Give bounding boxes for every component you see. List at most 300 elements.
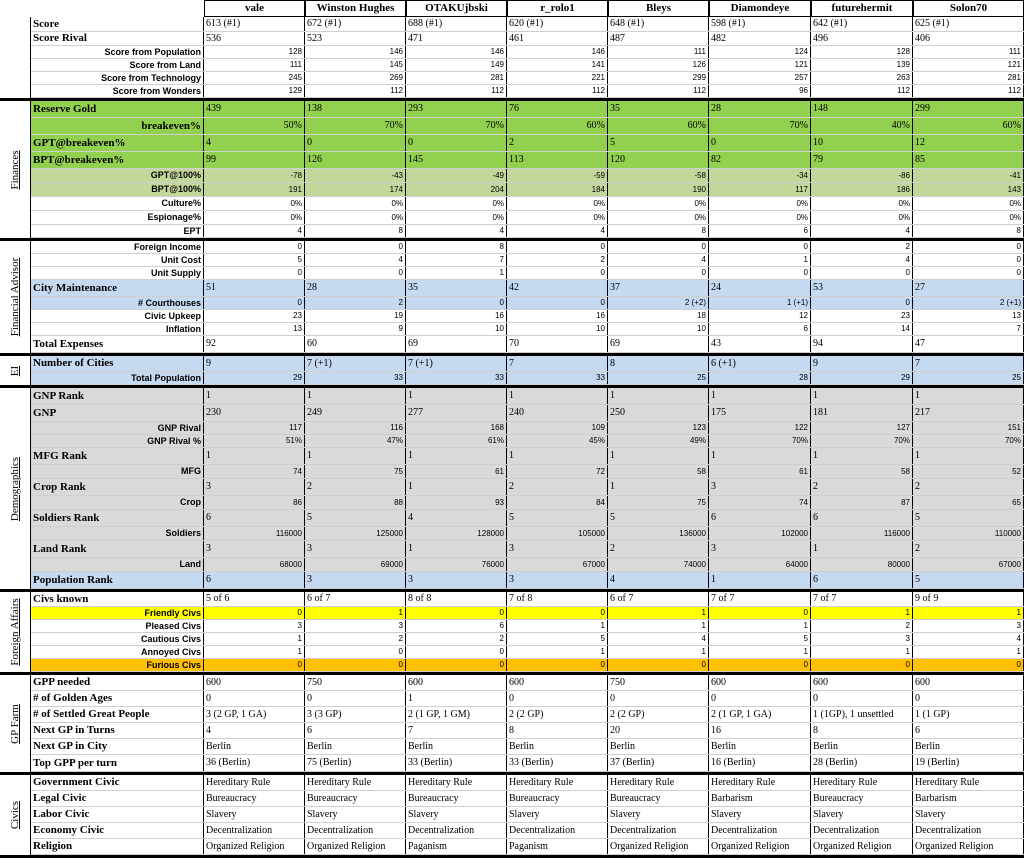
cell-otakujbski[interactable]: 0% — [406, 211, 507, 224]
cell-solon70[interactable]: 27 — [913, 280, 1024, 296]
cell-futurehermit[interactable]: 1 — [811, 448, 913, 464]
cell-winston-hughes[interactable]: 33 — [305, 372, 406, 384]
cell-vale[interactable]: 5 — [204, 254, 305, 266]
cell-winston-hughes[interactable]: 4 — [305, 254, 406, 266]
cell-otakujbski[interactable]: 69 — [406, 336, 507, 352]
cell-vale[interactable]: Slavery — [204, 807, 305, 822]
column-header-3[interactable]: r_rolo1 — [507, 0, 608, 17]
column-header-5[interactable]: Diamondeye — [709, 0, 811, 17]
cell-bleys[interactable]: 25 — [608, 372, 709, 384]
cell-bleys[interactable]: 190 — [608, 183, 709, 196]
cell-otakujbski[interactable]: 33 (Berlin) — [406, 755, 507, 771]
cell-otakujbski[interactable]: 1 — [406, 267, 507, 279]
cell-futurehermit[interactable]: 496 — [811, 32, 913, 45]
cell-otakujbski[interactable]: 35 — [406, 280, 507, 296]
cell-winston-hughes[interactable]: 249 — [305, 405, 406, 421]
cell-otakujbski[interactable]: 168 — [406, 422, 507, 434]
cell-diamondeye[interactable]: 6 — [709, 510, 811, 526]
column-header-0[interactable]: vale — [204, 0, 305, 17]
cell-vale[interactable]: Bureaucracy — [204, 791, 305, 806]
cell-vale[interactable]: Hereditary Rule — [204, 775, 305, 790]
cell-diamondeye[interactable]: 1 — [709, 620, 811, 632]
column-header-2[interactable]: OTAKUjbski — [406, 0, 507, 17]
cell-futurehermit[interactable]: 23 — [811, 310, 913, 322]
cell-futurehermit[interactable]: 4 — [811, 225, 913, 237]
cell-winston-hughes[interactable]: 3 — [305, 541, 406, 557]
cell-vale[interactable]: 230 — [204, 405, 305, 421]
cell-futurehermit[interactable]: 87 — [811, 496, 913, 509]
cell-diamondeye[interactable]: 0 — [709, 267, 811, 279]
cell-solon70[interactable]: 4 — [913, 633, 1024, 645]
cell-futurehermit[interactable]: 6 — [811, 510, 913, 526]
cell-bleys[interactable]: 0 — [608, 691, 709, 706]
cell-diamondeye[interactable]: 102000 — [709, 527, 811, 540]
cell-r-rolo1[interactable]: 1 — [507, 646, 608, 658]
cell-vale[interactable]: 0 — [204, 297, 305, 309]
cell-futurehermit[interactable]: Bureaucracy — [811, 791, 913, 806]
cell-bleys[interactable]: 49% — [608, 435, 709, 447]
cell-solon70[interactable]: 52 — [913, 465, 1024, 478]
cell-solon70[interactable]: 0% — [913, 211, 1024, 224]
cell-futurehermit[interactable]: 1 — [811, 607, 913, 619]
cell-otakujbski[interactable]: Hereditary Rule — [406, 775, 507, 790]
cell-otakujbski[interactable]: 33 — [406, 372, 507, 384]
cell-r-rolo1[interactable]: 0 — [507, 659, 608, 671]
cell-bleys[interactable]: Berlin — [608, 739, 709, 754]
cell-solon70[interactable]: 70% — [913, 435, 1024, 447]
cell-solon70[interactable]: 2 (+1) — [913, 297, 1024, 309]
cell-diamondeye[interactable]: 6 (+1) — [709, 356, 811, 371]
cell-otakujbski[interactable]: 10 — [406, 323, 507, 335]
cell-futurehermit[interactable]: Berlin — [811, 739, 913, 754]
cell-bleys[interactable]: Hereditary Rule — [608, 775, 709, 790]
cell-diamondeye[interactable]: Berlin — [709, 739, 811, 754]
cell-vale[interactable]: 600 — [204, 675, 305, 690]
cell-r-rolo1[interactable]: 2 (2 GP) — [507, 707, 608, 722]
cell-r-rolo1[interactable]: 109 — [507, 422, 608, 434]
cell-solon70[interactable]: Berlin — [913, 739, 1024, 754]
cell-futurehermit[interactable]: 263 — [811, 72, 913, 84]
cell-winston-hughes[interactable]: 0 — [305, 646, 406, 658]
cell-winston-hughes[interactable]: Organized Religion — [305, 839, 406, 854]
cell-solon70[interactable]: 406 — [913, 32, 1024, 45]
cell-bleys[interactable]: -58 — [608, 169, 709, 182]
cell-vale[interactable]: 245 — [204, 72, 305, 84]
cell-winston-hughes[interactable]: 269 — [305, 72, 406, 84]
cell-r-rolo1[interactable]: 146 — [507, 46, 608, 58]
cell-futurehermit[interactable]: 79 — [811, 152, 913, 168]
cell-vale[interactable]: Berlin — [204, 739, 305, 754]
cell-bleys[interactable]: 4 — [608, 633, 709, 645]
cell-r-rolo1[interactable]: Berlin — [507, 739, 608, 754]
cell-bleys[interactable]: 2 (2 GP) — [608, 707, 709, 722]
cell-vale[interactable]: 111 — [204, 59, 305, 71]
cell-vale[interactable]: 74 — [204, 465, 305, 478]
cell-r-rolo1[interactable]: 461 — [507, 32, 608, 45]
cell-r-rolo1[interactable]: 45% — [507, 435, 608, 447]
cell-solon70[interactable]: 625 (#1) — [913, 17, 1024, 31]
cell-r-rolo1[interactable]: 0 — [507, 267, 608, 279]
cell-diamondeye[interactable]: 43 — [709, 336, 811, 352]
cell-bleys[interactable]: 4 — [608, 572, 709, 588]
cell-winston-hughes[interactable]: 2 — [305, 479, 406, 495]
cell-diamondeye[interactable]: 0 — [709, 135, 811, 151]
cell-vale[interactable]: 1 — [204, 448, 305, 464]
cell-winston-hughes[interactable]: 523 — [305, 32, 406, 45]
cell-winston-hughes[interactable]: Decentralization — [305, 823, 406, 838]
cell-otakujbski[interactable]: 70% — [406, 118, 507, 134]
cell-winston-hughes[interactable]: 145 — [305, 59, 406, 71]
cell-winston-hughes[interactable]: 126 — [305, 152, 406, 168]
cell-diamondeye[interactable]: 1 — [709, 572, 811, 588]
cell-bleys[interactable]: Slavery — [608, 807, 709, 822]
cell-diamondeye[interactable]: Hereditary Rule — [709, 775, 811, 790]
cell-solon70[interactable]: 0 — [913, 241, 1024, 253]
cell-otakujbski[interactable]: 128000 — [406, 527, 507, 540]
cell-bleys[interactable]: 69 — [608, 336, 709, 352]
cell-otakujbski[interactable]: 16 — [406, 310, 507, 322]
cell-vale[interactable]: 13 — [204, 323, 305, 335]
cell-solon70[interactable]: Decentralization — [913, 823, 1024, 838]
cell-r-rolo1[interactable]: 7 — [507, 356, 608, 371]
cell-winston-hughes[interactable]: 116 — [305, 422, 406, 434]
cell-diamondeye[interactable]: 64000 — [709, 558, 811, 571]
cell-futurehermit[interactable]: 0 — [811, 659, 913, 671]
cell-winston-hughes[interactable]: 0 — [305, 659, 406, 671]
cell-bleys[interactable]: 74000 — [608, 558, 709, 571]
cell-winston-hughes[interactable]: 672 (#1) — [305, 17, 406, 31]
cell-bleys[interactable]: 4 — [608, 254, 709, 266]
cell-winston-hughes[interactable]: Bureaucracy — [305, 791, 406, 806]
cell-bleys[interactable]: 0% — [608, 211, 709, 224]
cell-bleys[interactable]: 136000 — [608, 527, 709, 540]
cell-diamondeye[interactable]: 600 — [709, 675, 811, 690]
cell-r-rolo1[interactable]: 1 — [507, 620, 608, 632]
cell-vale[interactable]: 99 — [204, 152, 305, 168]
cell-vale[interactable]: -78 — [204, 169, 305, 182]
cell-futurehermit[interactable]: 1 — [811, 646, 913, 658]
cell-vale[interactable]: 6 — [204, 572, 305, 588]
cell-solon70[interactable]: 13 — [913, 310, 1024, 322]
cell-solon70[interactable]: 1 — [913, 607, 1024, 619]
cell-solon70[interactable]: 3 — [913, 620, 1024, 632]
cell-diamondeye[interactable]: 0% — [709, 197, 811, 210]
cell-diamondeye[interactable]: 175 — [709, 405, 811, 421]
cell-futurehermit[interactable]: 116000 — [811, 527, 913, 540]
cell-otakujbski[interactable]: 145 — [406, 152, 507, 168]
cell-bleys[interactable]: 37 (Berlin) — [608, 755, 709, 771]
cell-r-rolo1[interactable]: 620 (#1) — [507, 17, 608, 31]
cell-futurehermit[interactable]: 0% — [811, 211, 913, 224]
cell-futurehermit[interactable]: 1 — [811, 388, 913, 404]
cell-r-rolo1[interactable]: 184 — [507, 183, 608, 196]
cell-solon70[interactable]: Organized Religion — [913, 839, 1024, 854]
cell-otakujbski[interactable]: 7 (+1) — [406, 356, 507, 371]
cell-winston-hughes[interactable]: 69000 — [305, 558, 406, 571]
cell-otakujbski[interactable]: 7 — [406, 723, 507, 738]
cell-winston-hughes[interactable]: 2 — [305, 633, 406, 645]
cell-solon70[interactable]: 2 — [913, 541, 1024, 557]
cell-solon70[interactable]: 299 — [913, 101, 1024, 117]
cell-futurehermit[interactable]: 127 — [811, 422, 913, 434]
cell-otakujbski[interactable]: Paganism — [406, 839, 507, 854]
cell-futurehermit[interactable]: 58 — [811, 465, 913, 478]
cell-otakujbski[interactable]: 8 of 8 — [406, 592, 507, 606]
cell-bleys[interactable]: 648 (#1) — [608, 17, 709, 31]
cell-otakujbski[interactable]: 204 — [406, 183, 507, 196]
cell-diamondeye[interactable]: 1 — [709, 646, 811, 658]
cell-otakujbski[interactable]: Decentralization — [406, 823, 507, 838]
cell-r-rolo1[interactable]: 112 — [507, 85, 608, 97]
cell-diamondeye[interactable]: 12 — [709, 310, 811, 322]
cell-solon70[interactable]: 67000 — [913, 558, 1024, 571]
cell-bleys[interactable]: 111 — [608, 46, 709, 58]
cell-winston-hughes[interactable]: 70% — [305, 118, 406, 134]
column-header-7[interactable]: Solon70 — [913, 0, 1024, 17]
cell-diamondeye[interactable]: 24 — [709, 280, 811, 296]
cell-solon70[interactable]: -41 — [913, 169, 1024, 182]
cell-r-rolo1[interactable]: 105000 — [507, 527, 608, 540]
cell-vale[interactable]: 4 — [204, 225, 305, 237]
cell-winston-hughes[interactable]: 19 — [305, 310, 406, 322]
cell-diamondeye[interactable]: 70% — [709, 118, 811, 134]
cell-bleys[interactable]: Bureaucracy — [608, 791, 709, 806]
cell-diamondeye[interactable]: 482 — [709, 32, 811, 45]
cell-futurehermit[interactable]: 0 — [811, 267, 913, 279]
cell-vale[interactable]: Organized Religion — [204, 839, 305, 854]
cell-r-rolo1[interactable]: Bureaucracy — [507, 791, 608, 806]
cell-futurehermit[interactable]: 642 (#1) — [811, 17, 913, 31]
cell-r-rolo1[interactable]: 113 — [507, 152, 608, 168]
cell-futurehermit[interactable]: Slavery — [811, 807, 913, 822]
cell-vale[interactable]: 6 — [204, 510, 305, 526]
cell-bleys[interactable]: 8 — [608, 356, 709, 371]
cell-diamondeye[interactable]: Decentralization — [709, 823, 811, 838]
cell-bleys[interactable]: 5 — [608, 510, 709, 526]
cell-futurehermit[interactable]: 2 — [811, 241, 913, 253]
cell-r-rolo1[interactable]: 0 — [507, 297, 608, 309]
cell-diamondeye[interactable]: 0 — [709, 691, 811, 706]
cell-diamondeye[interactable]: 3 — [709, 479, 811, 495]
cell-winston-hughes[interactable]: 60 — [305, 336, 406, 352]
cell-solon70[interactable]: 0 — [913, 267, 1024, 279]
cell-otakujbski[interactable]: 3 — [406, 572, 507, 588]
cell-bleys[interactable]: 75 — [608, 496, 709, 509]
cell-futurehermit[interactable]: 600 — [811, 675, 913, 690]
cell-solon70[interactable]: 1 — [913, 388, 1024, 404]
cell-otakujbski[interactable]: 0 — [406, 659, 507, 671]
cell-futurehermit[interactable]: 139 — [811, 59, 913, 71]
cell-diamondeye[interactable]: 0 — [709, 659, 811, 671]
cell-bleys[interactable]: 2 (+2) — [608, 297, 709, 309]
cell-solon70[interactable]: 19 (Berlin) — [913, 755, 1024, 771]
cell-winston-hughes[interactable]: 28 — [305, 280, 406, 296]
cell-bleys[interactable]: 0 — [608, 659, 709, 671]
cell-vale[interactable]: 0 — [204, 607, 305, 619]
cell-diamondeye[interactable]: 1 — [709, 388, 811, 404]
cell-r-rolo1[interactable]: 16 — [507, 310, 608, 322]
cell-vale[interactable]: 36 (Berlin) — [204, 755, 305, 771]
cell-diamondeye[interactable]: 598 (#1) — [709, 17, 811, 31]
cell-r-rolo1[interactable]: 33 (Berlin) — [507, 755, 608, 771]
cell-r-rolo1[interactable]: 72 — [507, 465, 608, 478]
cell-diamondeye[interactable]: 3 — [709, 541, 811, 557]
cell-diamondeye[interactable]: 122 — [709, 422, 811, 434]
cell-vale[interactable]: 29 — [204, 372, 305, 384]
cell-futurehermit[interactable]: Organized Religion — [811, 839, 913, 854]
cell-bleys[interactable]: 5 — [608, 135, 709, 151]
cell-otakujbski[interactable]: 61 — [406, 465, 507, 478]
cell-vale[interactable]: 1 — [204, 633, 305, 645]
cell-futurehermit[interactable]: 9 — [811, 356, 913, 371]
cell-otakujbski[interactable]: 277 — [406, 405, 507, 421]
cell-winston-hughes[interactable]: 138 — [305, 101, 406, 117]
cell-winston-hughes[interactable]: 1 — [305, 448, 406, 464]
cell-otakujbski[interactable]: 7 — [406, 254, 507, 266]
cell-solon70[interactable]: 217 — [913, 405, 1024, 421]
cell-futurehermit[interactable]: 181 — [811, 405, 913, 421]
cell-winston-hughes[interactable]: 6 of 7 — [305, 592, 406, 606]
cell-otakujbski[interactable]: 0 — [406, 607, 507, 619]
cell-solon70[interactable]: 110000 — [913, 527, 1024, 540]
cell-bleys[interactable]: 1 — [608, 448, 709, 464]
cell-r-rolo1[interactable]: 67000 — [507, 558, 608, 571]
cell-diamondeye[interactable]: 16 (Berlin) — [709, 755, 811, 771]
cell-solon70[interactable]: 2 — [913, 479, 1024, 495]
cell-r-rolo1[interactable]: 240 — [507, 405, 608, 421]
cell-winston-hughes[interactable]: 2 — [305, 297, 406, 309]
cell-winston-hughes[interactable]: 1 — [305, 607, 406, 619]
cell-vale[interactable]: 3 — [204, 620, 305, 632]
cell-otakujbski[interactable]: 1 — [406, 479, 507, 495]
cell-winston-hughes[interactable]: 0 — [305, 691, 406, 706]
cell-futurehermit[interactable]: -86 — [811, 169, 913, 182]
cell-winston-hughes[interactable]: 146 — [305, 46, 406, 58]
column-header-4[interactable]: Bleys — [608, 0, 709, 17]
cell-futurehermit[interactable]: 70% — [811, 435, 913, 447]
cell-futurehermit[interactable]: 7 of 7 — [811, 592, 913, 606]
cell-bleys[interactable]: 20 — [608, 723, 709, 738]
cell-futurehermit[interactable]: 186 — [811, 183, 913, 196]
cell-diamondeye[interactable]: 61 — [709, 465, 811, 478]
cell-futurehermit[interactable]: Decentralization — [811, 823, 913, 838]
cell-r-rolo1[interactable]: 70 — [507, 336, 608, 352]
cell-bleys[interactable]: 299 — [608, 72, 709, 84]
cell-solon70[interactable]: 8 — [913, 225, 1024, 237]
cell-r-rolo1[interactable]: 1 — [507, 448, 608, 464]
cell-vale[interactable]: 5 of 6 — [204, 592, 305, 606]
cell-r-rolo1[interactable]: 7 of 8 — [507, 592, 608, 606]
cell-solon70[interactable]: Barbarism — [913, 791, 1024, 806]
cell-vale[interactable]: 613 (#1) — [204, 17, 305, 31]
cell-bleys[interactable]: Organized Religion — [608, 839, 709, 854]
cell-vale[interactable]: 0 — [204, 267, 305, 279]
cell-diamondeye[interactable]: 6 — [709, 323, 811, 335]
cell-vale[interactable]: 86 — [204, 496, 305, 509]
cell-vale[interactable]: 0 — [204, 691, 305, 706]
cell-futurehermit[interactable]: 10 — [811, 135, 913, 151]
cell-diamondeye[interactable]: Slavery — [709, 807, 811, 822]
cell-winston-hughes[interactable]: Hereditary Rule — [305, 775, 406, 790]
cell-vale[interactable]: 4 — [204, 135, 305, 151]
cell-futurehermit[interactable]: 0% — [811, 197, 913, 210]
cell-solon70[interactable]: 600 — [913, 675, 1024, 690]
cell-winston-hughes[interactable]: 9 — [305, 323, 406, 335]
cell-solon70[interactable]: 12 — [913, 135, 1024, 151]
cell-diamondeye[interactable]: 7 of 7 — [709, 592, 811, 606]
cell-vale[interactable]: 4 — [204, 723, 305, 738]
cell-bleys[interactable]: 0 — [608, 241, 709, 253]
cell-diamondeye[interactable]: 70% — [709, 435, 811, 447]
cell-vale[interactable]: 1 — [204, 388, 305, 404]
cell-winston-hughes[interactable]: 8 — [305, 225, 406, 237]
cell-bleys[interactable]: 120 — [608, 152, 709, 168]
cell-diamondeye[interactable]: 96 — [709, 85, 811, 97]
cell-otakujbski[interactable]: 112 — [406, 85, 507, 97]
cell-vale[interactable]: 0 — [204, 659, 305, 671]
cell-solon70[interactable]: Slavery — [913, 807, 1024, 822]
cell-bleys[interactable]: 37 — [608, 280, 709, 296]
cell-vale[interactable]: 50% — [204, 118, 305, 134]
cell-winston-hughes[interactable]: 3 — [305, 620, 406, 632]
cell-winston-hughes[interactable]: 3 (3 GP) — [305, 707, 406, 722]
cell-r-rolo1[interactable]: -59 — [507, 169, 608, 182]
cell-otakujbski[interactable]: 1 — [406, 691, 507, 706]
cell-vale[interactable]: 191 — [204, 183, 305, 196]
cell-winston-hughes[interactable]: 75 — [305, 465, 406, 478]
cell-winston-hughes[interactable]: 88 — [305, 496, 406, 509]
cell-bleys[interactable]: 0% — [608, 197, 709, 210]
cell-otakujbski[interactable]: 1 — [406, 448, 507, 464]
cell-winston-hughes[interactable]: 750 — [305, 675, 406, 690]
cell-vale[interactable]: Decentralization — [204, 823, 305, 838]
cell-bleys[interactable]: 18 — [608, 310, 709, 322]
cell-solon70[interactable]: 25 — [913, 372, 1024, 384]
cell-r-rolo1[interactable]: 0% — [507, 197, 608, 210]
cell-otakujbski[interactable]: 0 — [406, 135, 507, 151]
cell-solon70[interactable]: 1 — [913, 448, 1024, 464]
cell-solon70[interactable]: 0 — [913, 659, 1024, 671]
cell-winston-hughes[interactable]: 0 — [305, 135, 406, 151]
cell-solon70[interactable]: 1 (1 GP) — [913, 707, 1024, 722]
cell-futurehermit[interactable]: 29 — [811, 372, 913, 384]
cell-otakujbski[interactable]: 2 — [406, 633, 507, 645]
cell-otakujbski[interactable]: 146 — [406, 46, 507, 58]
cell-winston-hughes[interactable]: 3 — [305, 572, 406, 588]
cell-vale[interactable]: 23 — [204, 310, 305, 322]
cell-vale[interactable]: 536 — [204, 32, 305, 45]
cell-otakujbski[interactable]: 76000 — [406, 558, 507, 571]
cell-otakujbski[interactable]: 0 — [406, 297, 507, 309]
cell-r-rolo1[interactable]: 33 — [507, 372, 608, 384]
cell-diamondeye[interactable]: 16 — [709, 723, 811, 738]
cell-r-rolo1[interactable]: 3 — [507, 572, 608, 588]
cell-r-rolo1[interactable]: 42 — [507, 280, 608, 296]
cell-solon70[interactable]: 6 — [913, 723, 1024, 738]
cell-bleys[interactable]: 1 — [608, 388, 709, 404]
cell-bleys[interactable]: Decentralization — [608, 823, 709, 838]
cell-winston-hughes[interactable]: 0 — [305, 267, 406, 279]
cell-r-rolo1[interactable]: Decentralization — [507, 823, 608, 838]
cell-solon70[interactable]: Hereditary Rule — [913, 775, 1024, 790]
cell-bleys[interactable]: 1 — [608, 620, 709, 632]
cell-futurehermit[interactable]: 40% — [811, 118, 913, 134]
cell-futurehermit[interactable]: 1 — [811, 541, 913, 557]
cell-futurehermit[interactable]: 2 — [811, 479, 913, 495]
cell-r-rolo1[interactable]: 5 — [507, 510, 608, 526]
cell-solon70[interactable]: 60% — [913, 118, 1024, 134]
cell-otakujbski[interactable]: 688 (#1) — [406, 17, 507, 31]
